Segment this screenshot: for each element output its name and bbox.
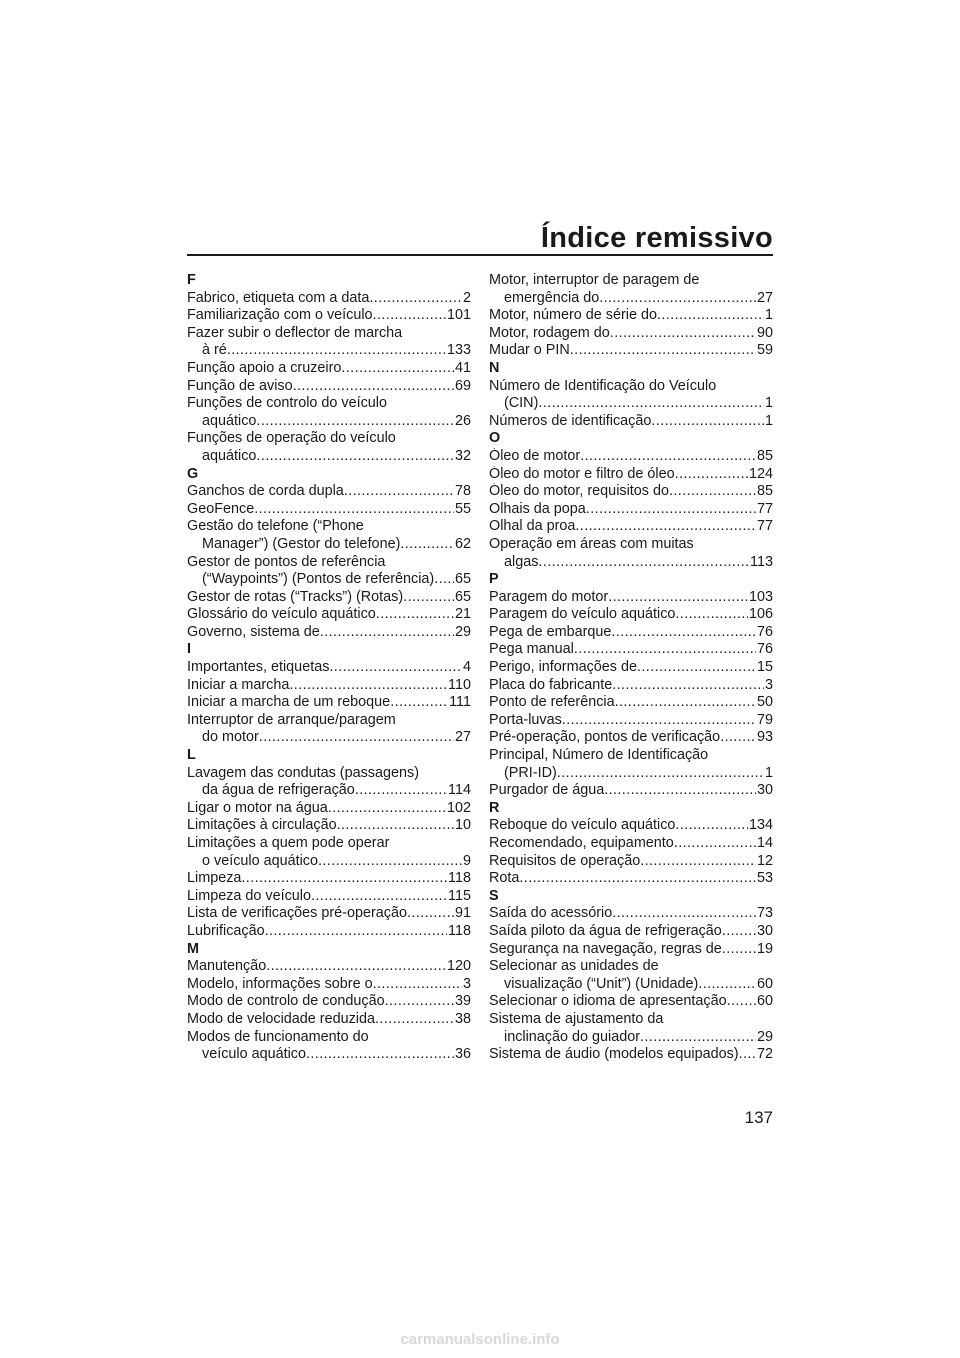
index-entry-page: 1 (764, 307, 773, 324)
index-entry (489, 290, 773, 308)
index-entry (489, 782, 773, 800)
index-entry (187, 501, 471, 519)
index-entry (187, 993, 471, 1011)
page-title: Índice remissivo (540, 222, 773, 254)
index-entry-label: Olhal da proa (489, 518, 576, 535)
index-entry-label: Modelo, informações sobre o (187, 975, 373, 992)
index-entry (187, 290, 471, 308)
index-entry-label: Segurança na navegação, regras de (489, 940, 722, 957)
index-entry-label: Saída do acessório (489, 905, 613, 922)
index-entry-label: aquático (202, 412, 257, 429)
index-entry (187, 536, 471, 554)
index-entry (489, 307, 773, 325)
dot-leader (289, 677, 447, 695)
index-section-letter: R (489, 799, 500, 816)
dot-leader (657, 307, 764, 325)
dot-leader (337, 817, 454, 835)
index-entry (489, 993, 773, 1011)
index-entry (489, 641, 773, 659)
index-entry (489, 1046, 773, 1064)
index-entry-page: 27 (756, 289, 773, 306)
index-section-letter: S (489, 887, 499, 904)
index-entry-page: 72 (756, 1046, 773, 1063)
index-entry-label: Iniciar a marcha de um reboque (187, 694, 391, 711)
index-entry (489, 659, 773, 677)
dot-leader (575, 518, 756, 536)
index-entry-label: Familiarização com o veículo (187, 307, 373, 324)
index-entry-label: Placa do fabricante (489, 676, 613, 693)
dot-leader (293, 378, 454, 396)
index-entry-label: Paragem do motor (489, 588, 609, 605)
index-entry-label: Recomendado, equipamento (489, 835, 674, 851)
index-entry-page: 90 (756, 324, 773, 341)
index-entry (187, 659, 471, 677)
index-entry (489, 765, 773, 783)
dot-leader (434, 571, 454, 589)
index-entry-page: 65 (454, 571, 471, 588)
index-entry-label: (PRI-ID) (504, 764, 557, 781)
index-entry-page: 106 (748, 606, 773, 623)
index-entry-label: veículo aquático (202, 1046, 307, 1063)
dot-leader (580, 448, 756, 466)
dot-leader (722, 941, 756, 959)
dot-leader (615, 694, 756, 712)
index-entry-page: 3 (764, 676, 773, 693)
index-section-letter: L (187, 747, 196, 764)
index-entry-line: Gestor de pontos de referência (187, 553, 386, 570)
index-entry (187, 870, 471, 888)
index-entry-page: 21 (454, 606, 471, 623)
index-entry-page: 55 (454, 500, 471, 517)
dot-leader (538, 395, 764, 413)
index-entry-label: Ponto de referência (489, 694, 615, 711)
index-entry (187, 589, 471, 607)
index-entry-label: inclinação do guiador (504, 1028, 641, 1045)
index-entry-page: 12 (756, 852, 773, 869)
index-entry-page: 3 (462, 975, 471, 992)
index-entry-label: Gestor de rotas (“Tracks”) (Rotas) (187, 588, 404, 605)
dot-leader (241, 870, 447, 888)
index-entry (489, 554, 773, 572)
index-entry-label: da água de refrigeração (202, 782, 355, 799)
dot-leader (369, 290, 462, 308)
index-entry (187, 976, 471, 994)
index-entry (187, 483, 471, 501)
dot-leader (375, 1011, 454, 1029)
dot-leader (640, 1029, 756, 1047)
index-section-letter: O (489, 430, 501, 447)
index-entry-page: 60 (756, 975, 773, 992)
index-entry-page: 76 (756, 641, 773, 658)
index-entry-line: Limitações a quem pode operar (187, 835, 390, 851)
dot-leader (227, 342, 446, 360)
index-entry-label: Reboque do veículo aquático (489, 817, 676, 834)
index-entry (187, 888, 471, 906)
index-entry-label: Pega manual (489, 641, 574, 658)
index-entry-label: Pré-operação, pontos de verificação (489, 729, 721, 746)
index-entry-label: visualização (“Unit”) (Unidade) (504, 975, 699, 992)
index-entry-line: Sistema de ajustamento da (489, 1010, 664, 1027)
index-entry (489, 853, 773, 871)
index-entry-line: Selecionar as unidades de (489, 958, 659, 975)
index-entry-label: Iniciar a marcha (187, 676, 290, 693)
index-entry (489, 870, 773, 888)
index-entry-page: 2 (462, 289, 471, 306)
index-entry-page: 133 (446, 342, 471, 359)
index-entry-label: Purgador de água (489, 782, 605, 799)
dot-leader (344, 483, 454, 501)
index-entry (489, 976, 773, 994)
index-entry-page: 53 (756, 870, 773, 887)
index-entry-page: 124 (748, 465, 773, 482)
dot-leader (328, 800, 446, 818)
index-entry-page: 134 (748, 817, 773, 834)
index-entry-page: 38 (454, 1010, 471, 1027)
index-entry (187, 905, 471, 923)
index-entry (489, 624, 773, 642)
dot-leader (562, 712, 756, 730)
index-entry-label: Motor, rodagem do (489, 324, 610, 341)
dot-leader (341, 360, 454, 378)
index-entry-page: 77 (756, 518, 773, 535)
index-entry-label: Paragem do veículo aquático (489, 606, 676, 623)
index-entry-page: 1 (764, 395, 773, 412)
index-entry-page: 27 (454, 729, 471, 746)
index-entry-page: 50 (756, 694, 773, 711)
index-entry-page: 73 (756, 905, 773, 922)
index-entry-page: 118 (448, 870, 471, 887)
dot-leader (608, 589, 748, 607)
index-entry (187, 1046, 471, 1064)
dot-leader (651, 413, 764, 431)
dot-leader (570, 342, 756, 360)
index-column-left (187, 272, 471, 1064)
index-entry (187, 782, 471, 800)
index-entry-page: 60 (756, 993, 773, 1010)
index-entry-label: Função apoio a cruzeiro (187, 359, 342, 376)
dot-leader (259, 729, 454, 747)
dot-leader (373, 307, 446, 325)
index-entry (489, 518, 773, 536)
dot-leader (720, 729, 756, 747)
dot-leader (604, 782, 756, 800)
index-entry-label: do motor (202, 729, 259, 746)
index-entry-page: 110 (448, 676, 471, 693)
index-entry-label: Manager”) (Gestor do telefone) (202, 535, 401, 552)
index-entry (489, 835, 773, 853)
index-entry-label: Mudar o PIN (489, 342, 570, 359)
index-entry-label: Governo, sistema de (187, 623, 320, 640)
index-entry-line: Principal, Número de Identificação (489, 747, 709, 764)
dot-leader (385, 993, 454, 1011)
index-entry (187, 923, 471, 941)
index-entry-page: 1 (764, 764, 773, 781)
index-entry (187, 624, 471, 642)
dot-leader (254, 501, 454, 519)
footer-watermark: carmanualsonline.info (400, 1331, 560, 1348)
index-entry-label: Limpeza (187, 870, 242, 887)
index-entry-label: Rota (489, 870, 520, 887)
dot-leader (306, 1046, 454, 1064)
index-section-letter: M (187, 940, 199, 957)
index-entry-page: 15 (756, 659, 773, 676)
index-entry-label: Manutenção (187, 958, 267, 975)
dot-leader (675, 606, 748, 624)
index-entry (187, 448, 471, 466)
index-entry-line: Modos de funcionamento do (187, 1028, 369, 1045)
index-entry-label: Saída piloto da água de refrigeração (489, 922, 722, 939)
index-entry-line: Gestão do telefone (“Phone (187, 518, 364, 535)
index-entry (187, 729, 471, 747)
index-entry-label: Óleo do motor e filtro de óleo (489, 465, 675, 482)
dot-leader (675, 466, 748, 484)
index-entry (187, 958, 471, 976)
index-entry (187, 694, 471, 712)
dot-leader (599, 290, 756, 308)
index-entry (489, 501, 773, 519)
index-entry-label: Limitações à circulação (187, 817, 337, 834)
index-entry-line: Número de Identificação do Veículo (489, 377, 717, 394)
dot-leader (320, 624, 454, 642)
index-entry-label: (CIN) (504, 395, 539, 412)
index-entry-page: 85 (756, 483, 773, 500)
index-entry-page: 29 (454, 623, 471, 640)
index-entry (489, 589, 773, 607)
dot-leader (355, 782, 447, 800)
index-entry-label: Importantes, etiquetas (187, 659, 330, 676)
index-entry (489, 729, 773, 747)
index-entry (489, 448, 773, 466)
index-entry (187, 853, 471, 871)
index-entry (187, 307, 471, 325)
index-entry-page: 78 (454, 483, 471, 500)
page-number: 137 (744, 1108, 773, 1127)
index-section-letter: G (187, 465, 199, 482)
index-entry-page: 120 (446, 958, 471, 975)
index-entry-label: Modo de velocidade reduzida (187, 1010, 376, 1027)
index-entry-page: 14 (756, 835, 773, 851)
dot-leader (698, 976, 756, 994)
index-entry (489, 325, 773, 343)
index-entry-page: 10 (454, 817, 471, 834)
dot-leader (669, 483, 756, 501)
index-entry-page: 41 (454, 359, 471, 376)
dot-leader (403, 589, 454, 607)
dot-leader (557, 765, 764, 783)
index-entry-page: 59 (756, 342, 773, 359)
dot-leader (400, 536, 454, 554)
index-entry (489, 923, 773, 941)
dot-leader (727, 993, 756, 1011)
index-entry-page: 113 (750, 553, 773, 570)
index-entry (489, 694, 773, 712)
dot-leader (266, 958, 446, 976)
index-entry-page: 30 (756, 782, 773, 799)
index-entry-label: Modo de controlo de condução (187, 993, 385, 1010)
index-entry-page: 30 (756, 922, 773, 939)
index-entry-label: Ligar o motor na água (187, 799, 328, 816)
index-entry-page: 32 (454, 447, 471, 464)
index-entry-label: Função de aviso (187, 377, 293, 394)
index-entry-label: Selecionar o idioma de apresentação (489, 993, 727, 1010)
index-entry-label: Glossário do veículo aquático (187, 606, 376, 623)
index-entry-label: Lista de verificações pré-operação (187, 905, 407, 922)
title-rule (187, 254, 773, 256)
index-entry-label: Porta-luvas (489, 711, 562, 728)
index-entry-label: Lubrificação (187, 922, 265, 939)
index-entry (489, 395, 773, 413)
dot-leader (373, 976, 462, 994)
index-section-letter: F (187, 272, 196, 288)
index-entry-page: 62 (454, 535, 471, 552)
index-entry (489, 342, 773, 360)
dot-leader (640, 853, 756, 871)
index-entry-label: aquático (202, 447, 257, 464)
index-entry-line: Motor, interruptor de paragem de (489, 272, 700, 288)
index-entry-line: Funções de controlo do veículo (187, 395, 387, 412)
dot-leader (611, 624, 756, 642)
dot-leader (612, 677, 764, 695)
index-entry-label: Óleo de motor (489, 447, 581, 464)
dot-leader (265, 923, 447, 941)
index-entry-label: Limpeza do veículo (187, 887, 311, 904)
index-entry-page: 102 (446, 799, 471, 816)
index-column-right (489, 272, 773, 1064)
index-entry-label: Requisitos de operação (489, 852, 641, 869)
index-entry-page: 29 (756, 1028, 773, 1045)
index-entry (489, 466, 773, 484)
index-entry (489, 712, 773, 730)
dot-leader (586, 501, 756, 519)
index-entry-label: Fabrico, etiqueta com a data (187, 289, 370, 306)
index-entry (187, 413, 471, 431)
index-entry (187, 677, 471, 695)
index-entry-label: emergência do (504, 289, 600, 306)
index-entry-page: 79 (756, 711, 773, 728)
dot-leader (256, 413, 454, 431)
index-entry-page: 4 (462, 659, 471, 676)
dot-leader (538, 554, 749, 572)
index-entry-page: 114 (448, 782, 471, 799)
index-entry (187, 571, 471, 589)
dot-leader (739, 1046, 756, 1064)
index-entry-page: 1 (764, 412, 773, 429)
index-entry (187, 800, 471, 818)
index-entry-page: 77 (756, 500, 773, 517)
index-entry (489, 941, 773, 959)
index-entry-page: 76 (756, 623, 773, 640)
index-entry-page: 118 (448, 922, 471, 939)
dot-leader (311, 888, 447, 906)
index-entry-label: Olhais da popa (489, 500, 586, 517)
index-entry-label: Sistema de áudio (modelos equipados) (489, 1046, 739, 1063)
index-entry-label: Óleo do motor, requisitos do (489, 483, 669, 500)
index-entry (187, 378, 471, 396)
index-entry-line: Fazer subir o deflector de marcha (187, 324, 403, 341)
index-entry (489, 1029, 773, 1047)
dot-leader (318, 853, 462, 871)
index-entry (489, 817, 773, 835)
index-entry-page: 36 (454, 1046, 471, 1063)
index-entry-page: 26 (454, 412, 471, 429)
dot-leader (610, 325, 756, 343)
index-entry-label: Perigo, informações de (489, 659, 637, 676)
index-entry-page: 103 (748, 588, 773, 605)
dot-leader (407, 905, 454, 923)
index-entry-page: 65 (454, 588, 471, 605)
index-entry-page: 115 (448, 887, 471, 904)
index-entry-line: Operação em áreas com muitas (489, 535, 694, 552)
dot-leader (612, 905, 756, 923)
index-entry (187, 817, 471, 835)
index-entry-line: Funções de operação do veículo (187, 430, 396, 447)
dot-leader (256, 448, 454, 466)
index-entry-label: o veículo aquático (202, 852, 319, 869)
index-entry-label: GeoFence (187, 500, 255, 517)
index-entry (489, 483, 773, 501)
index-section-letter: P (489, 571, 499, 588)
dot-leader (329, 659, 462, 677)
index-section-letter: I (187, 641, 191, 658)
dot-leader (722, 923, 756, 941)
index-entry-page: 111 (449, 694, 471, 711)
index-entry-label: (“Waypoints”) (Pontos de referência) (202, 571, 435, 588)
index-entry (489, 606, 773, 624)
index-entry-label: Ganchos de corda dupla (187, 483, 344, 500)
dot-leader (674, 835, 756, 853)
index-entry (489, 677, 773, 695)
dot-leader (637, 659, 756, 677)
index-section-letter: N (489, 359, 500, 376)
index-entry-page: 19 (756, 940, 773, 957)
index-entry-label: à ré (202, 342, 227, 359)
dot-leader (519, 870, 756, 888)
dot-leader (376, 606, 454, 624)
index-entry (187, 1011, 471, 1029)
index-entry-page: 85 (756, 447, 773, 464)
index-entry-page: 9 (462, 852, 471, 869)
dot-leader (574, 641, 756, 659)
index-entry-line: Interruptor de arranque/paragem (187, 711, 396, 728)
index-entry (187, 342, 471, 360)
index-entry-label: Números de identificação (489, 412, 652, 429)
index-entry-page: 69 (454, 377, 471, 394)
index-entry-page: 39 (454, 993, 471, 1010)
index-entry-page: 93 (756, 729, 773, 746)
index-entry-page: 91 (454, 905, 471, 922)
index-entry-label: Motor, número de série do (489, 307, 657, 324)
index-entry-line: Lavagem das condutas (passagens) (187, 764, 419, 781)
dot-leader (390, 694, 448, 712)
index-entry-label: algas (504, 553, 539, 570)
index-entry (187, 360, 471, 378)
dot-leader (675, 817, 748, 835)
index-entry (187, 606, 471, 624)
index-entry-page: 101 (446, 307, 471, 324)
index-entry (489, 905, 773, 923)
index-entry-label: Pega de embarque (489, 623, 612, 640)
index-entry (489, 413, 773, 431)
